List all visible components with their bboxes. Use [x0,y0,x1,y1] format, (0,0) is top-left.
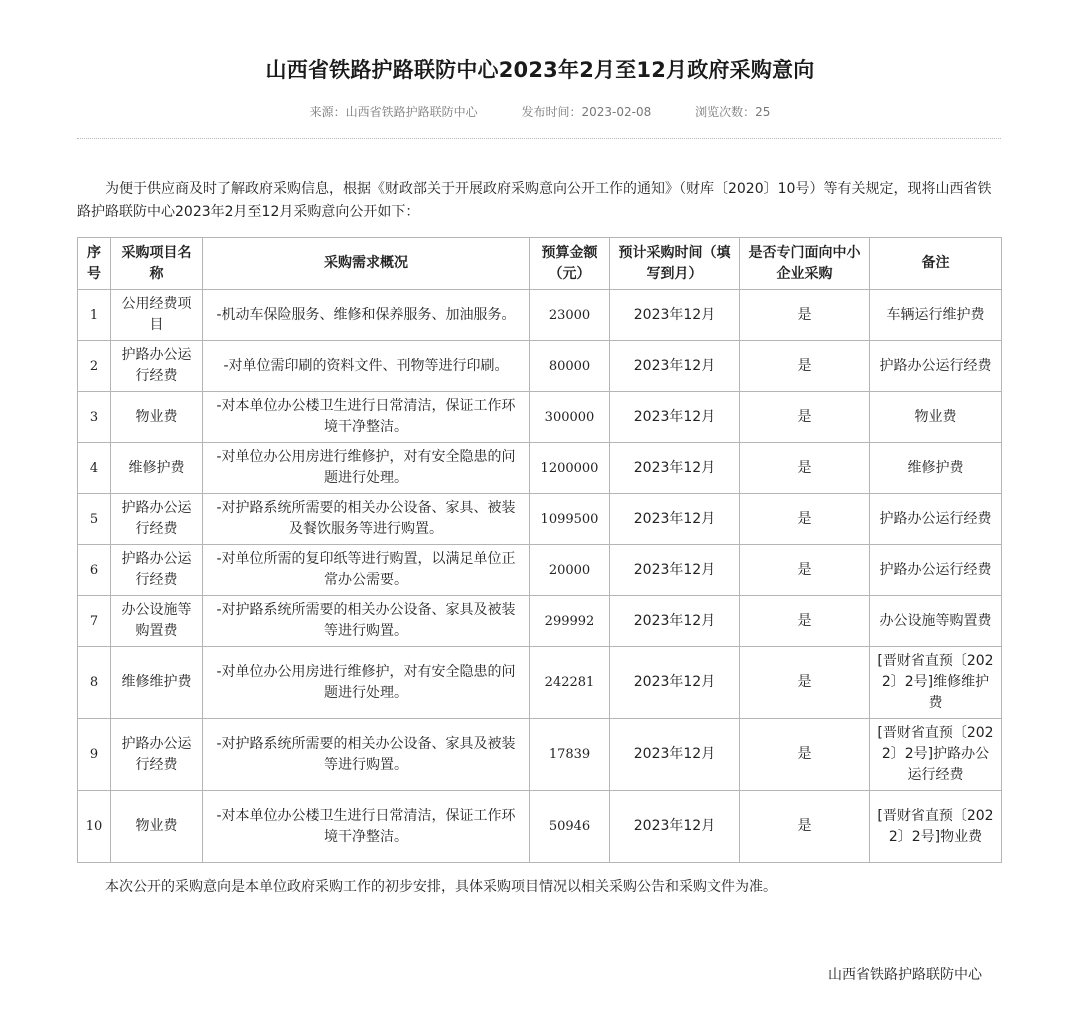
cell-name: 公用经费项目 [111,290,203,341]
cell-sme: 是 [740,791,870,863]
cell-amount: 299992 [530,596,610,647]
meta-views: 浏览次数：25 [695,105,771,119]
cell-name: 物业费 [111,392,203,443]
cell-desc: -对单位所需的复印纸等进行购置，以满足单位正常办公需要。 [203,545,530,596]
cell-amount: 1099500 [530,494,610,545]
table-row [78,596,1002,647]
cell-desc: -机动车保险服务、维修和保养服务、加油服务。 [203,290,530,341]
cell-note: 办公设施等购置费 [870,596,1002,647]
table-row [78,791,1002,863]
meta-publish-time: 发布时间：2023-02-08 [521,105,652,119]
cell-sme: 是 [740,545,870,596]
signature: 山西省铁路护路联防中心 [828,967,982,983]
table-row [78,443,1002,494]
cell-no: 7 [78,596,111,647]
cell-sme: 是 [740,290,870,341]
cell-sme: 是 [740,443,870,494]
table-row [78,719,1002,791]
meta-source: 来源：山西省铁路护路联防中心 [309,105,478,119]
cell-sme: 是 [740,596,870,647]
header-note: 备注 [870,238,1002,290]
header-amount: 预算金额（元） [530,238,610,290]
cell-sme: 是 [740,392,870,443]
cell-amount: 242281 [530,647,610,719]
table-row [78,647,1002,719]
cell-sme: 是 [740,719,870,791]
cell-note: 车辆运行维护费 [870,290,1002,341]
header-time: 预计采购时间（填写到月） [610,238,740,290]
cell-name: 护路办公运行经费 [111,341,203,392]
cell-amount: 1200000 [530,443,610,494]
cell-no: 4 [78,443,111,494]
cell-note: [晋财省直预〔2022〕2号]护路办公运行经费 [870,719,1002,791]
cell-amount: 80000 [530,341,610,392]
cell-no: 8 [78,647,111,719]
cell-note: [晋财省直预〔2022〕2号]维修维护费 [870,647,1002,719]
cell-note: 维修护费 [870,443,1002,494]
cell-time: 2023年12月 [610,341,740,392]
cell-time: 2023年12月 [610,647,740,719]
cell-desc: -对护路系统所需要的相关办公设备、家具及被装等进行购置。 [203,596,530,647]
cell-note: [晋财省直预〔2022〕2号]物业费 [870,791,1002,863]
cell-time: 2023年12月 [610,596,740,647]
table-row [78,392,1002,443]
procurement-table [77,237,1002,863]
cell-no: 1 [78,290,111,341]
cell-no: 3 [78,392,111,443]
cell-time: 2023年12月 [610,545,740,596]
header-desc: 采购需求概况 [203,238,530,290]
cell-desc: -对单位办公用房进行维修护，对有安全隐患的问题进行处理。 [203,647,530,719]
cell-time: 2023年12月 [610,719,740,791]
table-row [78,290,1002,341]
cell-desc: -对护路系统所需要的相关办公设备、家具及被装等进行购置。 [203,719,530,791]
header-sme: 是否专门面向中小企业采购 [740,238,870,290]
header-name: 采购项目名称 [111,238,203,290]
cell-name: 物业费 [111,791,203,863]
table-row [78,545,1002,596]
meta-divider [77,138,1001,139]
cell-no: 10 [78,791,111,863]
cell-time: 2023年12月 [610,392,740,443]
cell-name: 护路办公运行经费 [111,494,203,545]
cell-amount: 17839 [530,719,610,791]
table-row [78,341,1002,392]
cell-name: 办公设施等购置费 [111,596,203,647]
cell-name: 护路办公运行经费 [111,545,203,596]
cell-desc: -对本单位办公楼卫生进行日常清洁，保证工作环境干净整洁。 [203,392,530,443]
cell-note: 护路办公运行经费 [870,545,1002,596]
cell-no: 6 [78,545,111,596]
cell-name: 维修维护费 [111,647,203,719]
cell-sme: 是 [740,494,870,545]
header-no: 序号 [78,238,111,290]
cell-desc: -对护路系统所需要的相关办公设备、家具、被装及餐饮服务等进行购置。 [203,494,530,545]
cell-no: 9 [78,719,111,791]
page-title: 山西省铁路护路联防中心2023年2月至12月政府采购意向 [265,58,815,82]
intro-paragraph: 为便于供应商及时了解政府采购信息，根据《财政部关于开展政府采购意向公开工作的通知》（财库〔2020〕10号）等有关规定，现将山西省铁路护路联防中心2023年2月至12月采购意向公开如下： [77,181,992,220]
cell-note: 物业费 [870,392,1002,443]
cell-amount: 23000 [530,290,610,341]
cell-sme: 是 [740,341,870,392]
cell-no: 5 [78,494,111,545]
table-row [78,494,1002,545]
table-header-row [78,238,1002,290]
cell-amount: 20000 [530,545,610,596]
cell-desc: -对单位办公用房进行维修护，对有安全隐患的问题进行处理。 [203,443,530,494]
cell-desc: -对本单位办公楼卫生进行日常清洁，保证工作环境干净整洁。 [203,791,530,863]
cell-name: 维修护费 [111,443,203,494]
cell-desc: -对单位需印刷的资料文件、刊物等进行印刷。 [203,341,530,392]
cell-amount: 50946 [530,791,610,863]
footer-note: 本次公开的采购意向是本单位政府采购工作的初步安排，具体采购项目情况以相关采购公告和采购文件为准。 [105,879,777,895]
cell-amount: 300000 [530,392,610,443]
cell-time: 2023年12月 [610,791,740,863]
cell-note: 护路办公运行经费 [870,341,1002,392]
article-meta [0,103,1080,120]
cell-time: 2023年12月 [610,494,740,545]
cell-no: 2 [78,341,111,392]
cell-time: 2023年12月 [610,443,740,494]
cell-name: 护路办公运行经费 [111,719,203,791]
cell-time: 2023年12月 [610,290,740,341]
cell-sme: 是 [740,647,870,719]
cell-note: 护路办公运行经费 [870,494,1002,545]
